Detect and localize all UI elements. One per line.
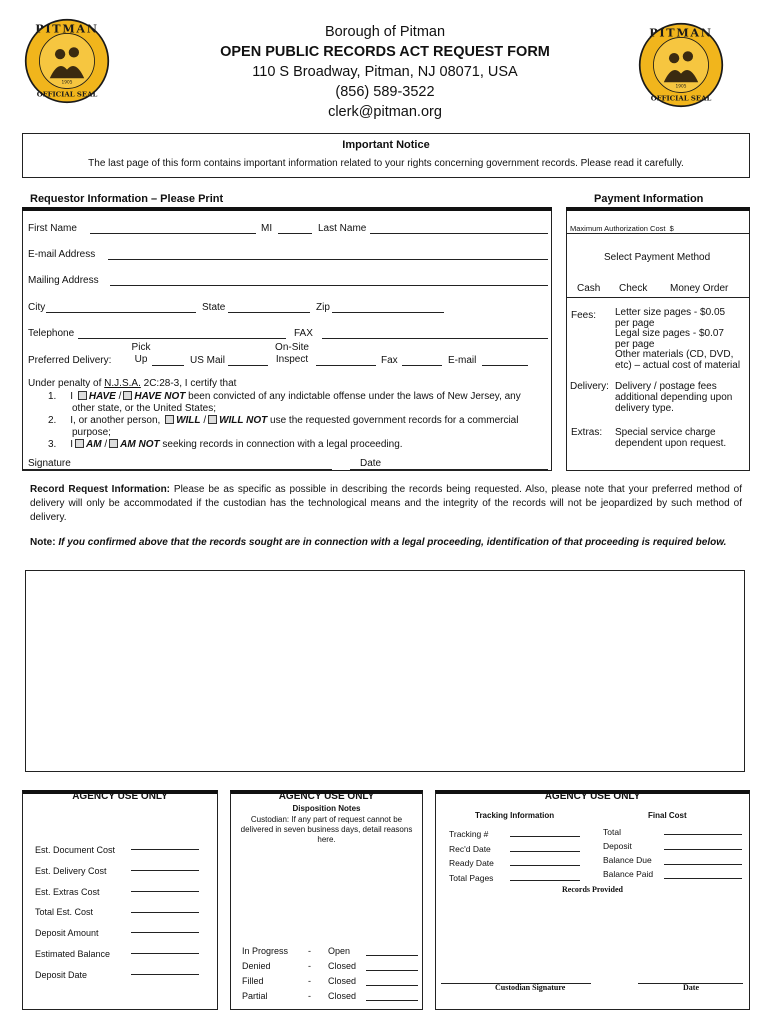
mi-field[interactable] [278, 233, 312, 234]
svg-text:PITMAN: PITMAN [649, 26, 713, 40]
final-deposit-field[interactable] [664, 849, 742, 850]
deposit-date-field[interactable] [131, 974, 199, 975]
status-filled-field[interactable] [366, 985, 418, 986]
telephone-label: Telephone [28, 328, 75, 339]
tracking-list: Tracking # Rec'd Date Ready Date Total Pages [449, 829, 494, 883]
pickup-label-2: Up [134, 354, 148, 365]
usmail-label: US Mail [190, 355, 226, 366]
fees-list: Letter size pages - $0.05 per page Legal size pages - $0.07 per page Other materials (CD, DVD, etc) – actual cost of material [615, 307, 741, 371]
borough-name: Borough of Pitman [324, 24, 446, 40]
legal-proceeding-note: Note: If you confirmed above that the records sought are in connection with a legal proceeding, identification of that proceeding is required below. [30, 537, 727, 548]
signature-field[interactable] [22, 469, 332, 470]
will-not-checkbox[interactable] [208, 415, 217, 424]
svg-text:PITMAN: PITMAN [35, 22, 99, 36]
onsite-label-2: Inspect [275, 354, 309, 365]
last-name-label: Last Name [318, 223, 367, 234]
delivery-list: Delivery / postage fees additional depending upon delivery type. [615, 381, 733, 414]
preferred-delivery-label: Preferred Delivery: [28, 355, 112, 366]
svg-text:OFFICIAL SEAL: OFFICIAL SEAL [650, 94, 712, 103]
fax-option-field[interactable] [402, 365, 442, 366]
email-label: E-mail Address [28, 249, 96, 260]
total-pages-field[interactable] [510, 880, 580, 881]
agency-cost-list: Est. Document Cost Est. Delivery Cost Est. Extras Cost Total Est. Cost Deposit Amount Estimated Balance Deposit Date [35, 845, 116, 980]
deposit-amount-field[interactable] [131, 932, 199, 933]
payment-heading: Payment Information [594, 193, 704, 205]
official-seal-right [638, 22, 724, 108]
est-delivery-cost-field[interactable] [131, 870, 199, 871]
borough-address: 110 S Broadway, Pitman, NJ 08071, USA [252, 64, 518, 80]
penalty-statement: Under penalty of N.J.S.A. 2C:28-3, I certify that [28, 378, 237, 389]
max-auth-field[interactable] [566, 233, 750, 234]
email-field[interactable] [108, 259, 548, 260]
record-request-info: Record Request Information: Please be as specific as possible in describing the records being requested. Also, please note that your preferred method of delivery will only be accommodated if the custodian has the technological means and the integrity of the records will not be jeopardized by such method of delivery. [30, 484, 742, 523]
form-title: OPEN PUBLIC RECORDS ACT REQUEST FORM [220, 44, 550, 60]
svg-text:OFFICIAL SEAL: OFFICIAL SEAL [36, 90, 98, 99]
state-field[interactable] [228, 312, 310, 313]
recd-date-field[interactable] [510, 851, 580, 852]
svg-text:1905: 1905 [61, 80, 73, 86]
balance-paid-field[interactable] [664, 878, 742, 879]
borough-email: clerk@pitman.org [328, 104, 442, 120]
zip-label: Zip [316, 302, 330, 313]
max-auth-label: Maximum Authorization Cost $ [570, 224, 674, 233]
total-est-cost-field[interactable] [131, 912, 199, 913]
status-denied-field[interactable] [366, 970, 418, 971]
cash-option[interactable]: Cash [577, 283, 601, 294]
onsite-label-1: On-Site [275, 342, 309, 353]
signature-label: Signature [28, 458, 71, 469]
disposition-text: Custodian: If any part of request cannot be delivered in seven business days, detail reasons here. [240, 815, 413, 844]
important-notice-box [22, 133, 750, 178]
date-label: Date [360, 458, 382, 469]
money-order-option[interactable]: Money Order [670, 283, 729, 294]
state-label: State [202, 302, 226, 313]
pickup-label-1: Pick [131, 342, 151, 353]
first-name-label: First Name [28, 223, 77, 234]
will-checkbox[interactable] [165, 415, 174, 424]
agency-heading-left: AGENCY USE ONLY [72, 791, 168, 802]
mi-label: MI [261, 223, 273, 234]
fees-label: Fees: [571, 310, 597, 321]
est-extras-cost-field[interactable] [131, 891, 199, 892]
estimated-balance-field[interactable] [131, 953, 199, 954]
tracking-title: Tracking Information [475, 811, 555, 820]
have-checkbox[interactable] [78, 391, 87, 400]
requestor-heading: Requestor Information – Please Print [30, 193, 224, 205]
certification-list: 1. I HAVE / HAVE NOT been convicted of any indictable offense under the laws of New Jersey, any other state, or the United States; 2. I, or another person, WILL / WILL NOT use the requested government records for a commercial purpose; 3. I AM / AM NOT seeking records in connection with a legal proceeding. [48, 391, 521, 450]
select-payment-label: Select Payment Method [604, 252, 711, 263]
payment-divider [566, 297, 750, 298]
telephone-field[interactable] [78, 338, 286, 339]
have-not-checkbox[interactable] [123, 391, 132, 400]
email-option-field[interactable] [482, 365, 528, 366]
mailing-address-label: Mailing Address [28, 275, 99, 286]
email-option-label: E-mail [448, 355, 477, 366]
usmail-field[interactable] [228, 365, 268, 366]
borough-phone: (856) 589-3522 [335, 84, 435, 100]
city-field[interactable] [46, 312, 196, 313]
disposition-title: Disposition Notes [292, 804, 361, 813]
notice-text: The last page of this form contains important information related to your rights concerning government records. Please read it carefully. [88, 158, 684, 169]
status-open-field[interactable] [366, 955, 418, 956]
balance-due-field[interactable] [664, 864, 742, 865]
pickup-field[interactable] [152, 365, 184, 366]
notice-title: Important Notice [342, 139, 430, 151]
records-provided-label: Records Provided [562, 885, 623, 894]
official-seal-left [24, 18, 110, 104]
extras-list: Special service charge dependent upon request. [615, 427, 727, 449]
mailing-address-field[interactable] [110, 285, 548, 286]
onsite-field[interactable] [316, 365, 376, 366]
status-partial-field[interactable] [366, 1000, 418, 1001]
am-checkbox[interactable] [75, 439, 84, 448]
delivery-label: Delivery: [570, 381, 609, 392]
check-option[interactable]: Check [619, 283, 648, 294]
city-label: City [28, 302, 46, 313]
agency-tracking-box [435, 790, 750, 1010]
extras-label: Extras: [571, 427, 603, 438]
custodian-signature-label: Custodian Signature [495, 983, 566, 992]
date-field[interactable] [350, 469, 548, 470]
custodian-date-label: Date [683, 983, 699, 992]
ready-date-field[interactable] [510, 865, 580, 866]
svg-text:1905: 1905 [675, 84, 687, 90]
zip-field[interactable] [332, 312, 444, 313]
est-document-cost-field[interactable] [131, 849, 199, 850]
fax-label: FAX [294, 328, 313, 339]
final-cost-title: Final Cost [648, 811, 687, 820]
fax-option-label: Fax [381, 355, 398, 366]
final-cost-list: Total Deposit Balance Due Balance Paid [603, 827, 654, 879]
am-not-checkbox[interactable] [109, 439, 118, 448]
final-total-field[interactable] [664, 834, 742, 835]
agency-heading-right: AGENCY USE ONLY [544, 791, 641, 802]
fax-field[interactable] [322, 338, 548, 339]
first-name-field[interactable] [90, 233, 256, 234]
records-description-textarea[interactable] [25, 570, 745, 772]
last-name-field[interactable] [370, 233, 548, 234]
status-list: In Progress - Open Denied - Closed Filled - Closed Partial - Closed [242, 946, 357, 1001]
agency-heading-middle: AGENCY USE ONLY [278, 791, 375, 802]
tracking-number-field[interactable] [510, 836, 580, 837]
